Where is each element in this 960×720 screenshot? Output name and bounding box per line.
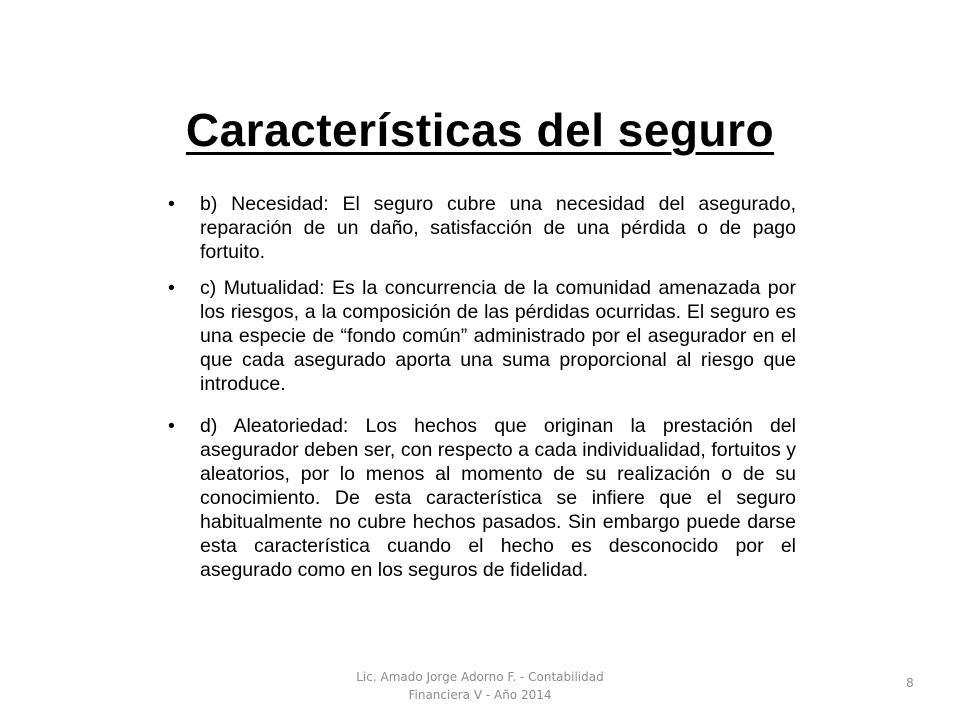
bullet-marker: • — [168, 193, 175, 215]
bullet-text: c) Mutualidad: Es la concurrencia de la comunidad amenazada por los riesgos, a la composición de las pérdidas ocurridas. El seguro es una especie de “fondo común” administrado por el asegurador en el que cada asegurado aporta una suma proporcional al riesgo que introduce. — [200, 277, 796, 395]
bullet-list — [168, 192, 796, 582]
bullet-text: d) Aleatoriedad: Los hechos que originan la prestación del asegurador deben ser, con respecto a cada individualidad, fortuitos y aleatorios, por lo menos al momento de su realización o de su conocimiento. De esta característica se infiere que el seguro habitualmente no cubre hechos pasados. Sin embargo puede darse esta característica cuando el hecho es desconocido por el asegurado como en los seguros de fidelidad. — [200, 415, 796, 581]
bullet-item-aleatoriedad — [168, 414, 796, 582]
footer-course-line: Financiera V - Año 2014 — [408, 688, 552, 702]
bullet-item-necesidad — [168, 192, 796, 264]
bullet-marker: • — [168, 277, 175, 299]
slide-title: Características del seguro — [185, 104, 775, 156]
footer-author-line: Lic. Amado Jorge Adorno F. - Contabilidad — [356, 670, 604, 684]
bullet-marker: • — [168, 415, 175, 437]
bullet-text: b) Necesidad: El seguro cubre una necesidad del asegurado, reparación de un daño, satisfacción de una pérdida o de pago fortuito. — [200, 193, 796, 263]
slide-footer — [330, 668, 630, 704]
bullet-item-mutualidad — [168, 276, 796, 396]
page-number: 8 — [906, 676, 914, 690]
